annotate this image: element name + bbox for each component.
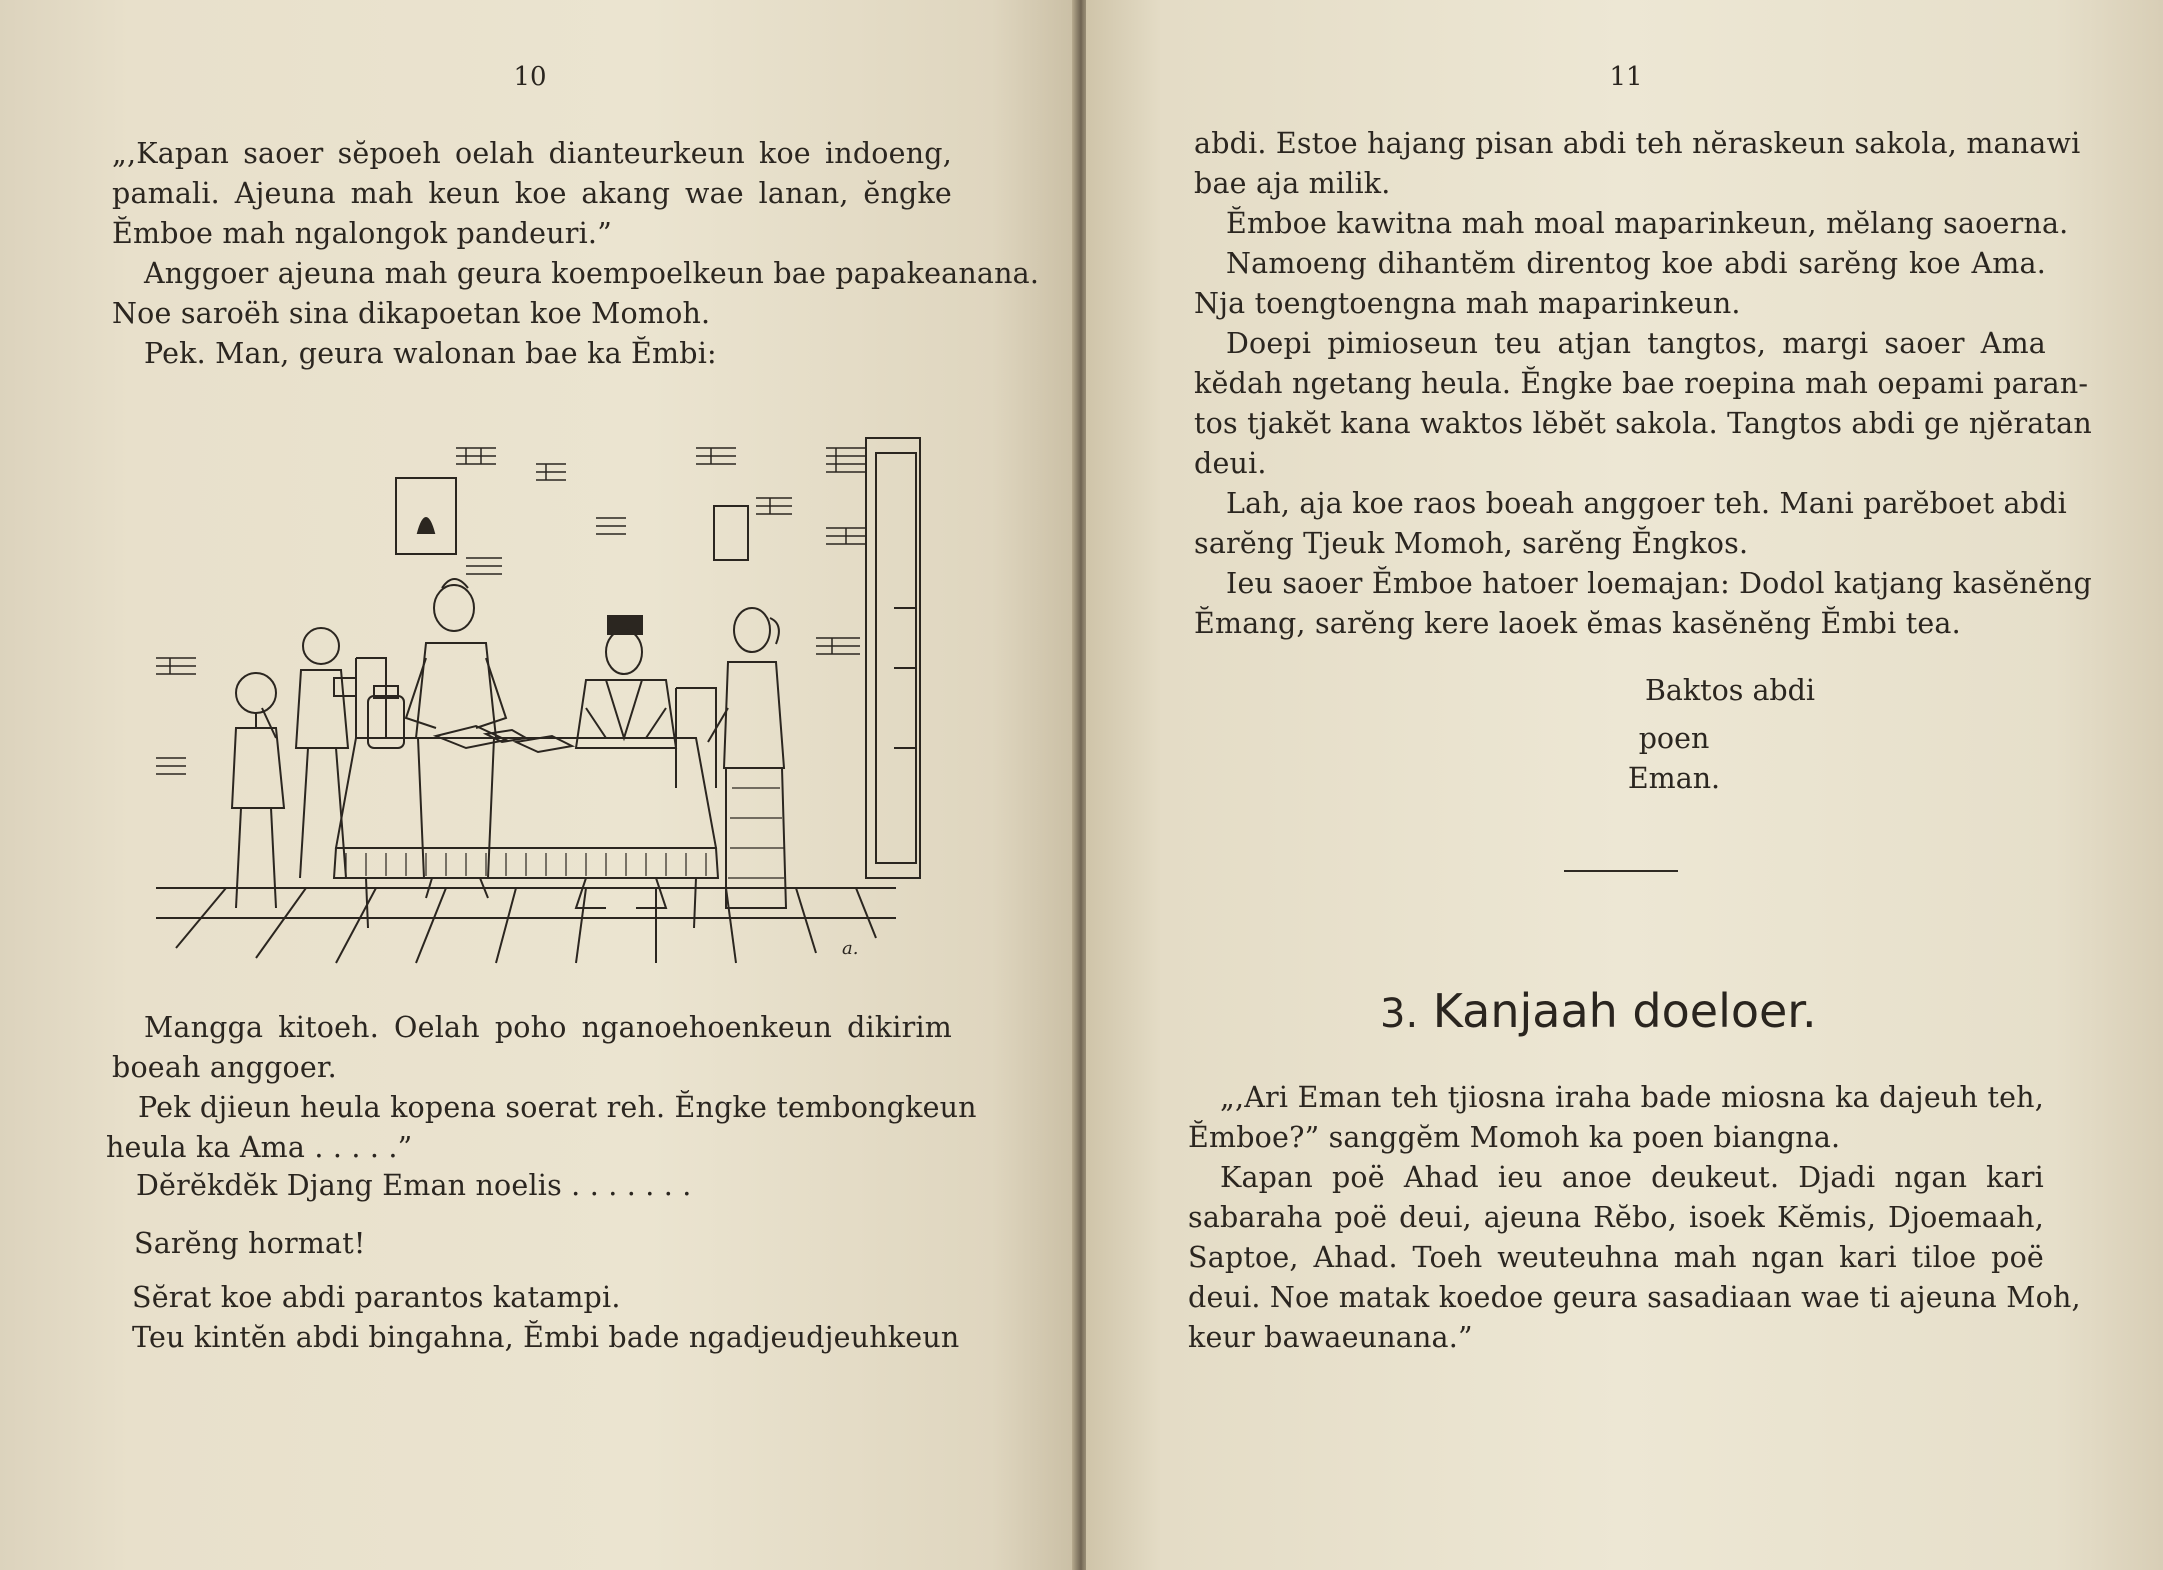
text-line: Noe saroëh sina dikapoetan koe Momoh. <box>112 297 711 330</box>
text-line: Kapan poë Ahad ieu anoe deukeut. Djadi ngan kari <box>1220 1161 2044 1194</box>
text-line: Sĕrat koe abdi parantos katampi. <box>132 1281 621 1314</box>
right-page <box>1086 0 2163 1570</box>
text-line: „,Kapan saoer sĕpoeh oelah dianteurkeun koe indoeng, <box>112 137 952 170</box>
text-line: Sarĕng hormat! <box>134 1227 366 1260</box>
text-line: sarĕng Tjeuk Momoh, sarĕng Ĕngkos. <box>1194 527 1749 560</box>
text-line: Saptoe, Ahad. Toeh weuteuhna mah ngan kari tiloe poë <box>1188 1241 2044 1274</box>
chapter-paragraph-2 <box>1188 1158 2081 1358</box>
text-line: boeah anggoer. <box>112 1051 337 1084</box>
right-paragraph-4 <box>1194 324 2092 484</box>
text-line: Ĕmang, sarĕng kere laoek ĕmas kasĕnĕng Ĕmbi tea. <box>1194 607 1961 640</box>
text-line: Mangga kitoeh. Oelah poho nganoehoenkeun dikirim <box>144 1011 952 1044</box>
text-line: pamali. Ajeuna mah keun koe akang wae lanan, ĕngke <box>112 177 952 210</box>
illustration-signature: a. <box>842 938 859 959</box>
text-line: deui. <box>1194 447 1267 480</box>
wall-portrait <box>396 478 456 554</box>
woman-right-figure <box>708 608 786 908</box>
table <box>334 738 718 928</box>
right-paragraph-6 <box>1194 564 2092 644</box>
signature-line-2: poen <box>1638 722 1710 755</box>
signature-line-1: Baktos abdi <box>1644 674 1816 707</box>
left-paragraph-1 <box>112 134 952 254</box>
text-line: Lah, aja koe raos boeah anggoer teh. Mani parĕboet abdi <box>1226 487 2067 520</box>
doorway <box>866 438 920 878</box>
text-line: heula ka Ama . . . . .” <box>106 1131 413 1164</box>
text-line: Anggoer ajeuna mah geura koempoelkeun bae papakeanana. <box>144 257 1040 290</box>
text-line: tos tjakĕt kana waktos lĕbĕt sakola. Tangtos abdi ge njĕratan <box>1194 407 2092 440</box>
left-page <box>0 0 1078 1570</box>
left-letter-paragraph-5 <box>132 1278 958 1358</box>
woman-center-figure <box>406 579 506 898</box>
right-paragraph-3 <box>1194 244 2046 324</box>
text-line: kĕdah ngetang heula. Ĕngke bae roepina mah oepami paran- <box>1194 367 2089 400</box>
page-number-right: 11 <box>1609 62 1643 92</box>
text-line: abdi. Estoe hajang pisan abdi teh nĕraskeun sakola, manawi <box>1194 127 2081 160</box>
wall-calendar <box>714 506 748 560</box>
text-line: sabaraha poë deui, ajeuna Rĕbo, isoek Kĕmis, Djoemaah, <box>1188 1201 2044 1234</box>
right-paragraph-1 <box>1194 124 2081 204</box>
text-line: Teu kintĕn abdi bingahna, Ĕmbi bade ngadjeudjeuhkeun <box>132 1321 960 1354</box>
left-paragraph-2 <box>112 254 1040 334</box>
text-line: Ĕmboe kawitna mah moal maparinkeun, mĕlang saoerna. <box>1226 207 2069 240</box>
text-line: Doepi pimioseun teu atjan tangtos, margi saoer Ama <box>1226 327 2046 360</box>
chapter-heading <box>1380 984 1817 1038</box>
chapter-number: 3. <box>1380 991 1419 1037</box>
left-letter-paragraph-4 <box>134 1224 934 1264</box>
text-line: Namoeng dihantĕm direntog koe abdi sarĕng koe Ama. <box>1226 247 2046 280</box>
text-line: Ieu saoer Ĕmboe hatoer loemajan: Dodol katjang kasĕnĕng <box>1226 567 2092 600</box>
text-line: Pek djieun heula kopena soerat reh. Ĕngke tembongkeun <box>138 1091 977 1124</box>
chapter-paragraph-1 <box>1188 1078 2044 1158</box>
left-letter-paragraph-1 <box>112 1008 952 1088</box>
text-line: Dĕrĕkdĕk Djang Eman noelis . . . . . . . <box>136 1169 692 1202</box>
left-paragraph-3 <box>144 334 952 374</box>
section-divider <box>1564 870 1678 872</box>
boy-reading-figure <box>296 628 356 878</box>
boy-left-figure <box>232 673 284 908</box>
text-line: Ĕmboe?” sanggĕm Momoh ka poen biangna. <box>1188 1121 1841 1154</box>
text-line: Nja toengtoengna mah maparinkeun. <box>1194 287 1741 320</box>
text-line: deui. Noe matak koedoe geura sasadiaan wae ti ajeuna Moh, <box>1188 1281 2081 1314</box>
left-letter-paragraph-3 <box>136 1166 936 1206</box>
page-number-left: 10 <box>513 62 547 92</box>
family-table-illustration <box>136 408 936 968</box>
left-letter-paragraph-2 <box>106 1088 977 1168</box>
right-paragraph-5 <box>1194 484 2067 564</box>
chapter-title: Kanjaah doeloer. <box>1432 984 1817 1038</box>
signature-line-3: Eman. <box>1627 762 1721 795</box>
text-line: Ĕmboe mah ngalongok pandeuri.” <box>112 217 612 250</box>
text-line: Pek. Man, geura walonan bae ka Ĕmbi: <box>144 337 717 370</box>
right-paragraph-2 <box>1226 204 2069 244</box>
text-line: „,Ari Eman teh tjiosna iraha bade miosna ka dajeuh teh, <box>1220 1081 2044 1114</box>
text-line: keur bawaeunana.” <box>1188 1321 1473 1354</box>
text-line: bae aja milik. <box>1194 167 1391 200</box>
